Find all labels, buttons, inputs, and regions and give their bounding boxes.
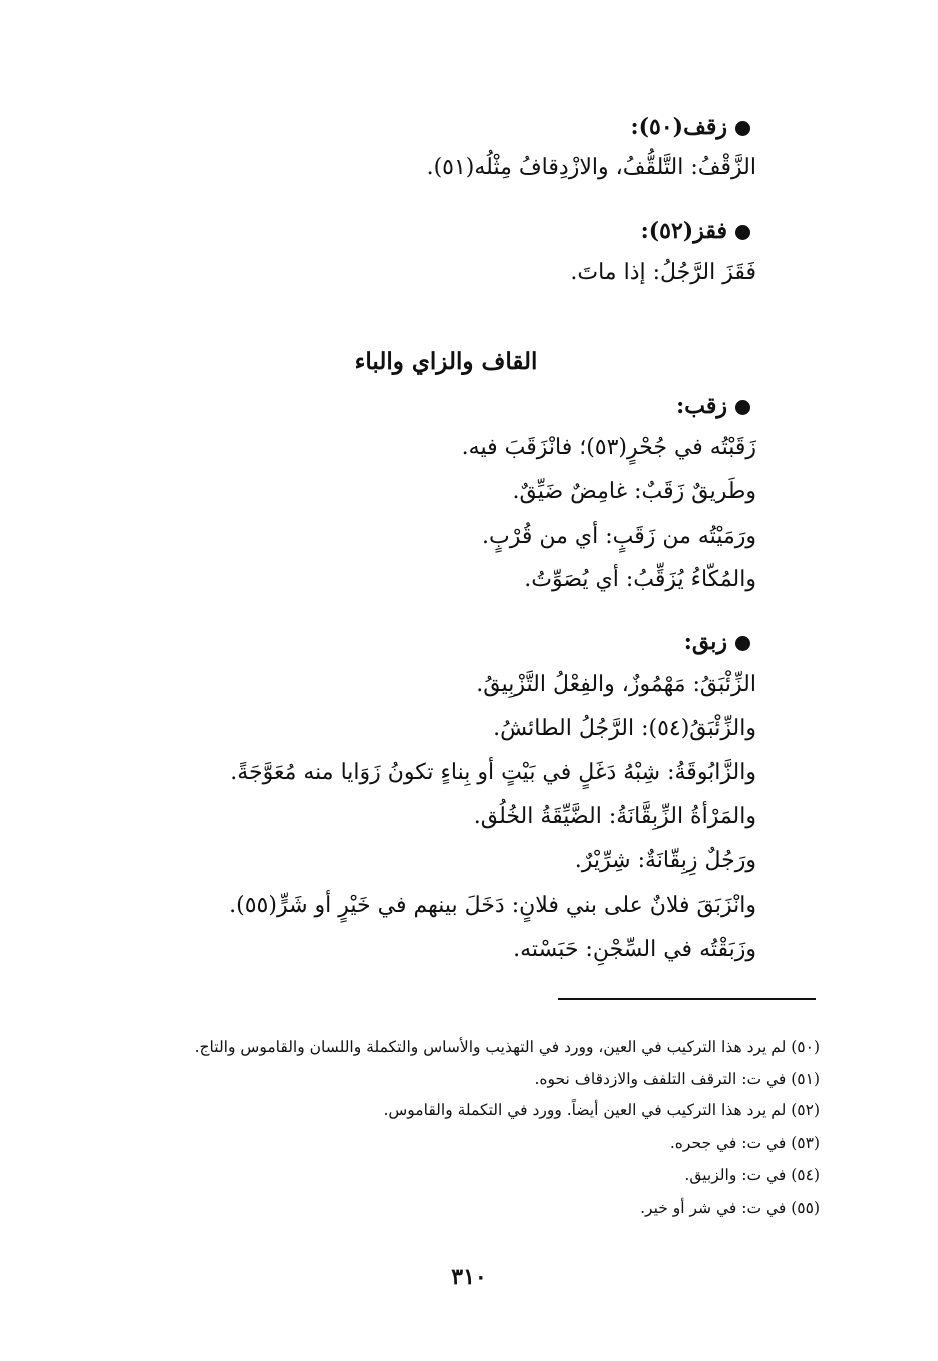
footnote: (٥١) في ت: الترقف التلفف والازدقاف نحوه. [534,1070,820,1088]
entry-heading-text: زبق: [683,629,727,655]
footnote-separator [558,998,816,1000]
entry-line: والمُكّاءُ يُزَقِّبُ: أي يُصَوِّتُ. [524,567,756,592]
entry-line: وزَبَقْتُه في السِّجْنِ: حَبَسْته. [513,937,756,962]
entry-heading-fqz [641,220,750,242]
bullet-icon [735,121,750,136]
entry-line: والمَرْأةُ الزِّبِقَّانَةُ: الضَّيِّقَةُ الخُلُق. [473,804,756,829]
entry-line: وطَريقٌ زَقَبٌ: غامِضٌ ضَيِّقٌ. [512,479,756,504]
entry-heading-zqb [676,395,750,417]
entry-line: والزَّابُوقَةُ: شِبْهُ دَغَلٍ في بَيْتٍ أو بِناءٍ تكونُ زَوَايا منه مُعَوَّجَةً. [230,760,756,785]
footnote: (٥٠) لم يرد هذا التركيب في العين، وورد في التهذيب والأساس والتكملة واللسان والقاموس والتاج. [194,1038,820,1056]
bullet-icon [735,400,750,415]
entry-heading-zbq [684,631,750,653]
footnote: (٥٤) في ت: والزبيق. [684,1166,820,1184]
entry-line: الزِّئْبَقُ: مَهْمُوزٌ، والفِعْلُ التَّزْبِيقُ. [476,672,756,697]
entry-line: ورَجُلٌ زِبِقّانَةٌ: شِرِّيْرٌ. [574,848,756,873]
page-number: ٣١٠ [451,1264,487,1290]
footnote: (٥٢) لم يرد هذا التركيب في العين أيضاً. وورد في التكملة والقاموس. [383,1101,820,1119]
entry-line: الزَّقْفُ: التَّلقُّفُ، والازْدِقافُ مِثْلُه(٥١). [426,155,756,180]
entry-line: زَقَبْتُه في جُحْرٍ(٥٣)؛ فانْزَقَبَ فيه. [461,435,756,460]
entry-line: فَقَزَ الرَّجُلُ: إذا ماتَ. [570,260,756,285]
bullet-icon [735,225,750,240]
entry-heading-text: فقز(٥٢): [640,218,727,244]
footnote: (٥٣) في ت: في جحره. [669,1134,820,1152]
entry-line: وانْزَبَقَ فلانٌ على بني فلانٍ: دَخَلَ بينهم في خَيْرٍ أو شَرٍّ(٥٥). [229,893,756,918]
entry-heading-text: زقب: [676,393,727,419]
entry-heading-text: زقف(٥٠): [630,114,727,140]
entry-line: والزِّئْبَقُ(٥٤): الرَّجُلُ الطائشُ. [493,716,756,741]
entry-line: ورَمَيْتُه من زَقَبٍ: أي من قُرْبٍ. [482,524,756,549]
bullet-icon [735,636,750,651]
footnote: (٥٥) في ت: في شر أو خير. [640,1199,820,1217]
section-title: القاف والزاي والباء [354,348,538,375]
entry-heading-zqf [631,116,751,138]
